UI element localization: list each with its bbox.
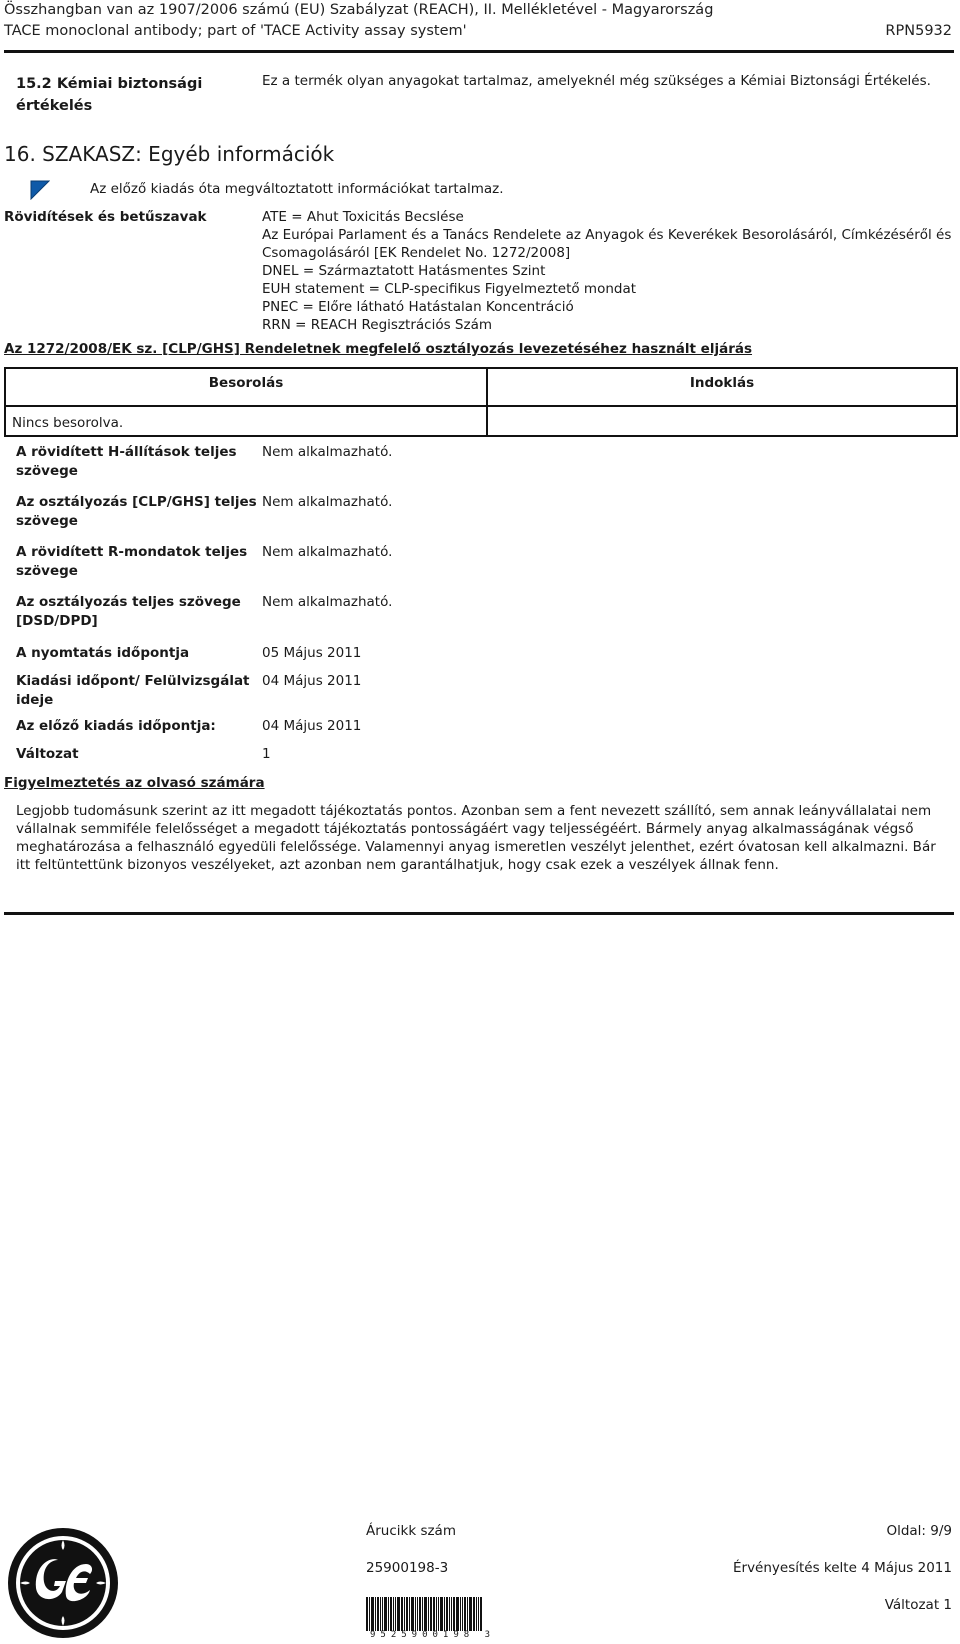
footer-version: Változat 1 bbox=[884, 1597, 952, 1613]
field-label-line: A rövidített R-mondatok teljes bbox=[16, 544, 248, 560]
abbr-label: Rövidítések és betűszavak bbox=[4, 209, 207, 225]
version-value: 1 bbox=[262, 746, 271, 762]
table-cell-justification bbox=[487, 406, 957, 436]
classification-table bbox=[4, 367, 958, 437]
content-end-rule bbox=[4, 912, 954, 915]
header-code: RPN5932 bbox=[885, 23, 952, 39]
field-label-line: Az osztályozás teljes szövege bbox=[16, 594, 241, 610]
abbr-line: DNEL = Származtatott Hatásmentes Szint bbox=[262, 263, 546, 279]
issue-label-line: Kiadási időpont/ Felülvizsgálat bbox=[16, 673, 250, 689]
reader-notice-title: Figyelmeztetés az olvasó számára bbox=[4, 775, 265, 791]
header-rule bbox=[4, 50, 954, 53]
s152-text: Ez a termék olyan anyagokat tartalmaz, amelyeknél még szükséges a Kémiai Biztonsági Értékelés. bbox=[262, 73, 931, 89]
section-16-title: 16. SZAKASZ: Egyéb információk bbox=[4, 142, 335, 166]
abbr-line: PNEC = Előre látható Hatástalan Koncentráció bbox=[262, 299, 574, 315]
s152-label bbox=[16, 73, 202, 117]
barcode bbox=[366, 1597, 506, 1631]
field-label bbox=[16, 593, 241, 631]
issue-date-value: 04 Május 2011 bbox=[262, 673, 362, 689]
field-label bbox=[16, 443, 237, 481]
field-label-line: Az osztályozás [CLP/GHS] teljes bbox=[16, 494, 257, 510]
issue-label-line: ideje bbox=[16, 692, 54, 708]
prev-issue-label: Az előző kiadás időpontja: bbox=[16, 718, 216, 734]
ge-logo bbox=[6, 1526, 120, 1640]
s152-label-line1: 15.2 Kémiai biztonsági bbox=[16, 76, 203, 92]
field-label bbox=[16, 543, 247, 581]
field-value: Nem alkalmazható. bbox=[262, 444, 393, 460]
procedure-title: Az 1272/2008/EK sz. [CLP/GHS] Rendeletnek megfelelő osztályozás levezetéséhez használt eljárás bbox=[4, 341, 753, 357]
table-header-justification: Indoklás bbox=[487, 368, 957, 406]
field-value: Nem alkalmazható. bbox=[262, 544, 393, 560]
reader-notice-text: Legjobb tudomásunk szerint az itt megadott tájékoztatás pontos. Azonban sem a fent nevezett szállító, sem annak leányvállalatai nem vállalnak semmiféle felelősséget a megadott tájékoztatás pontosságáért vagy teljességéért. Bármely anyag alkalmasságának végső meghatározása a felhasználó egyedüli felelőssége. Valamennyi anyag ismeretlen veszélyt jelenthet, ezért óvatosan kell alkalmazni. Bár itt feltüntettünk bizonyos veszélyeket, azt azonban nem garantálhatjuk, hogy csak ezek a veszélyek állnak fenn. bbox=[16, 803, 936, 873]
s152-label-line2: értékelés bbox=[16, 98, 93, 114]
prev-issue-value: 04 Május 2011 bbox=[262, 718, 362, 734]
version-label: Változat bbox=[16, 746, 79, 762]
field-value: Nem alkalmazható. bbox=[262, 594, 393, 610]
changed-note: Az előző kiadás óta megváltoztatott információkat tartalmaz. bbox=[90, 181, 504, 197]
abbr-line: RRN = REACH Regisztrációs Szám bbox=[262, 317, 493, 333]
footer-validity: Érvényesítés kelte 4 Május 2011 bbox=[732, 1560, 952, 1576]
footer-page: Oldal: 9/9 bbox=[886, 1523, 952, 1539]
print-date-value: 05 Május 2011 bbox=[262, 645, 362, 661]
footer-item-number: 25900198-3 bbox=[366, 1560, 449, 1576]
abbr-line: EUH statement = CLP-specifikus Figyelmeztető mondat bbox=[262, 281, 637, 297]
header-product: TACE monoclonal antibody; part of 'TACE Activity assay system' bbox=[4, 23, 467, 39]
abbr-line: Az Európai Parlament és a Tanács Rendelete az Anyagok és Keverékek Besorolásáról, Címkézéséről és bbox=[262, 227, 952, 243]
field-label-line: szövege bbox=[16, 513, 78, 529]
field-label-line: szövege bbox=[16, 563, 78, 579]
field-value: Nem alkalmazható. bbox=[262, 494, 393, 510]
field-label-line: A rövidített H-állítások teljes bbox=[16, 444, 237, 460]
barcode-digits: 9525900198 3 bbox=[370, 1630, 496, 1640]
table-header-classification: Besorolás bbox=[5, 368, 487, 406]
footer-item-label: Árucikk szám bbox=[366, 1523, 456, 1539]
header-regulation: Összhangban van az 1907/2006 számú (EU) Szabályzat (REACH), II. Mellékletével - Magyarország bbox=[4, 2, 714, 18]
field-label bbox=[16, 493, 257, 531]
field-label-line: [DSD/DPD] bbox=[16, 613, 98, 629]
blue-triangle-icon bbox=[30, 180, 50, 200]
abbr-line: ATE = Ahut Toxicitás Becslése bbox=[262, 209, 464, 225]
print-date-label: A nyomtatás időpontja bbox=[16, 645, 190, 661]
issue-date-label bbox=[16, 672, 250, 710]
field-label-line: szövege bbox=[16, 463, 78, 479]
abbr-list bbox=[262, 208, 951, 334]
table-cell-classification: Nincs besorolva. bbox=[5, 406, 487, 436]
abbr-line: Csomagolásáról [EK Rendelet No. 1272/2008] bbox=[262, 245, 571, 261]
